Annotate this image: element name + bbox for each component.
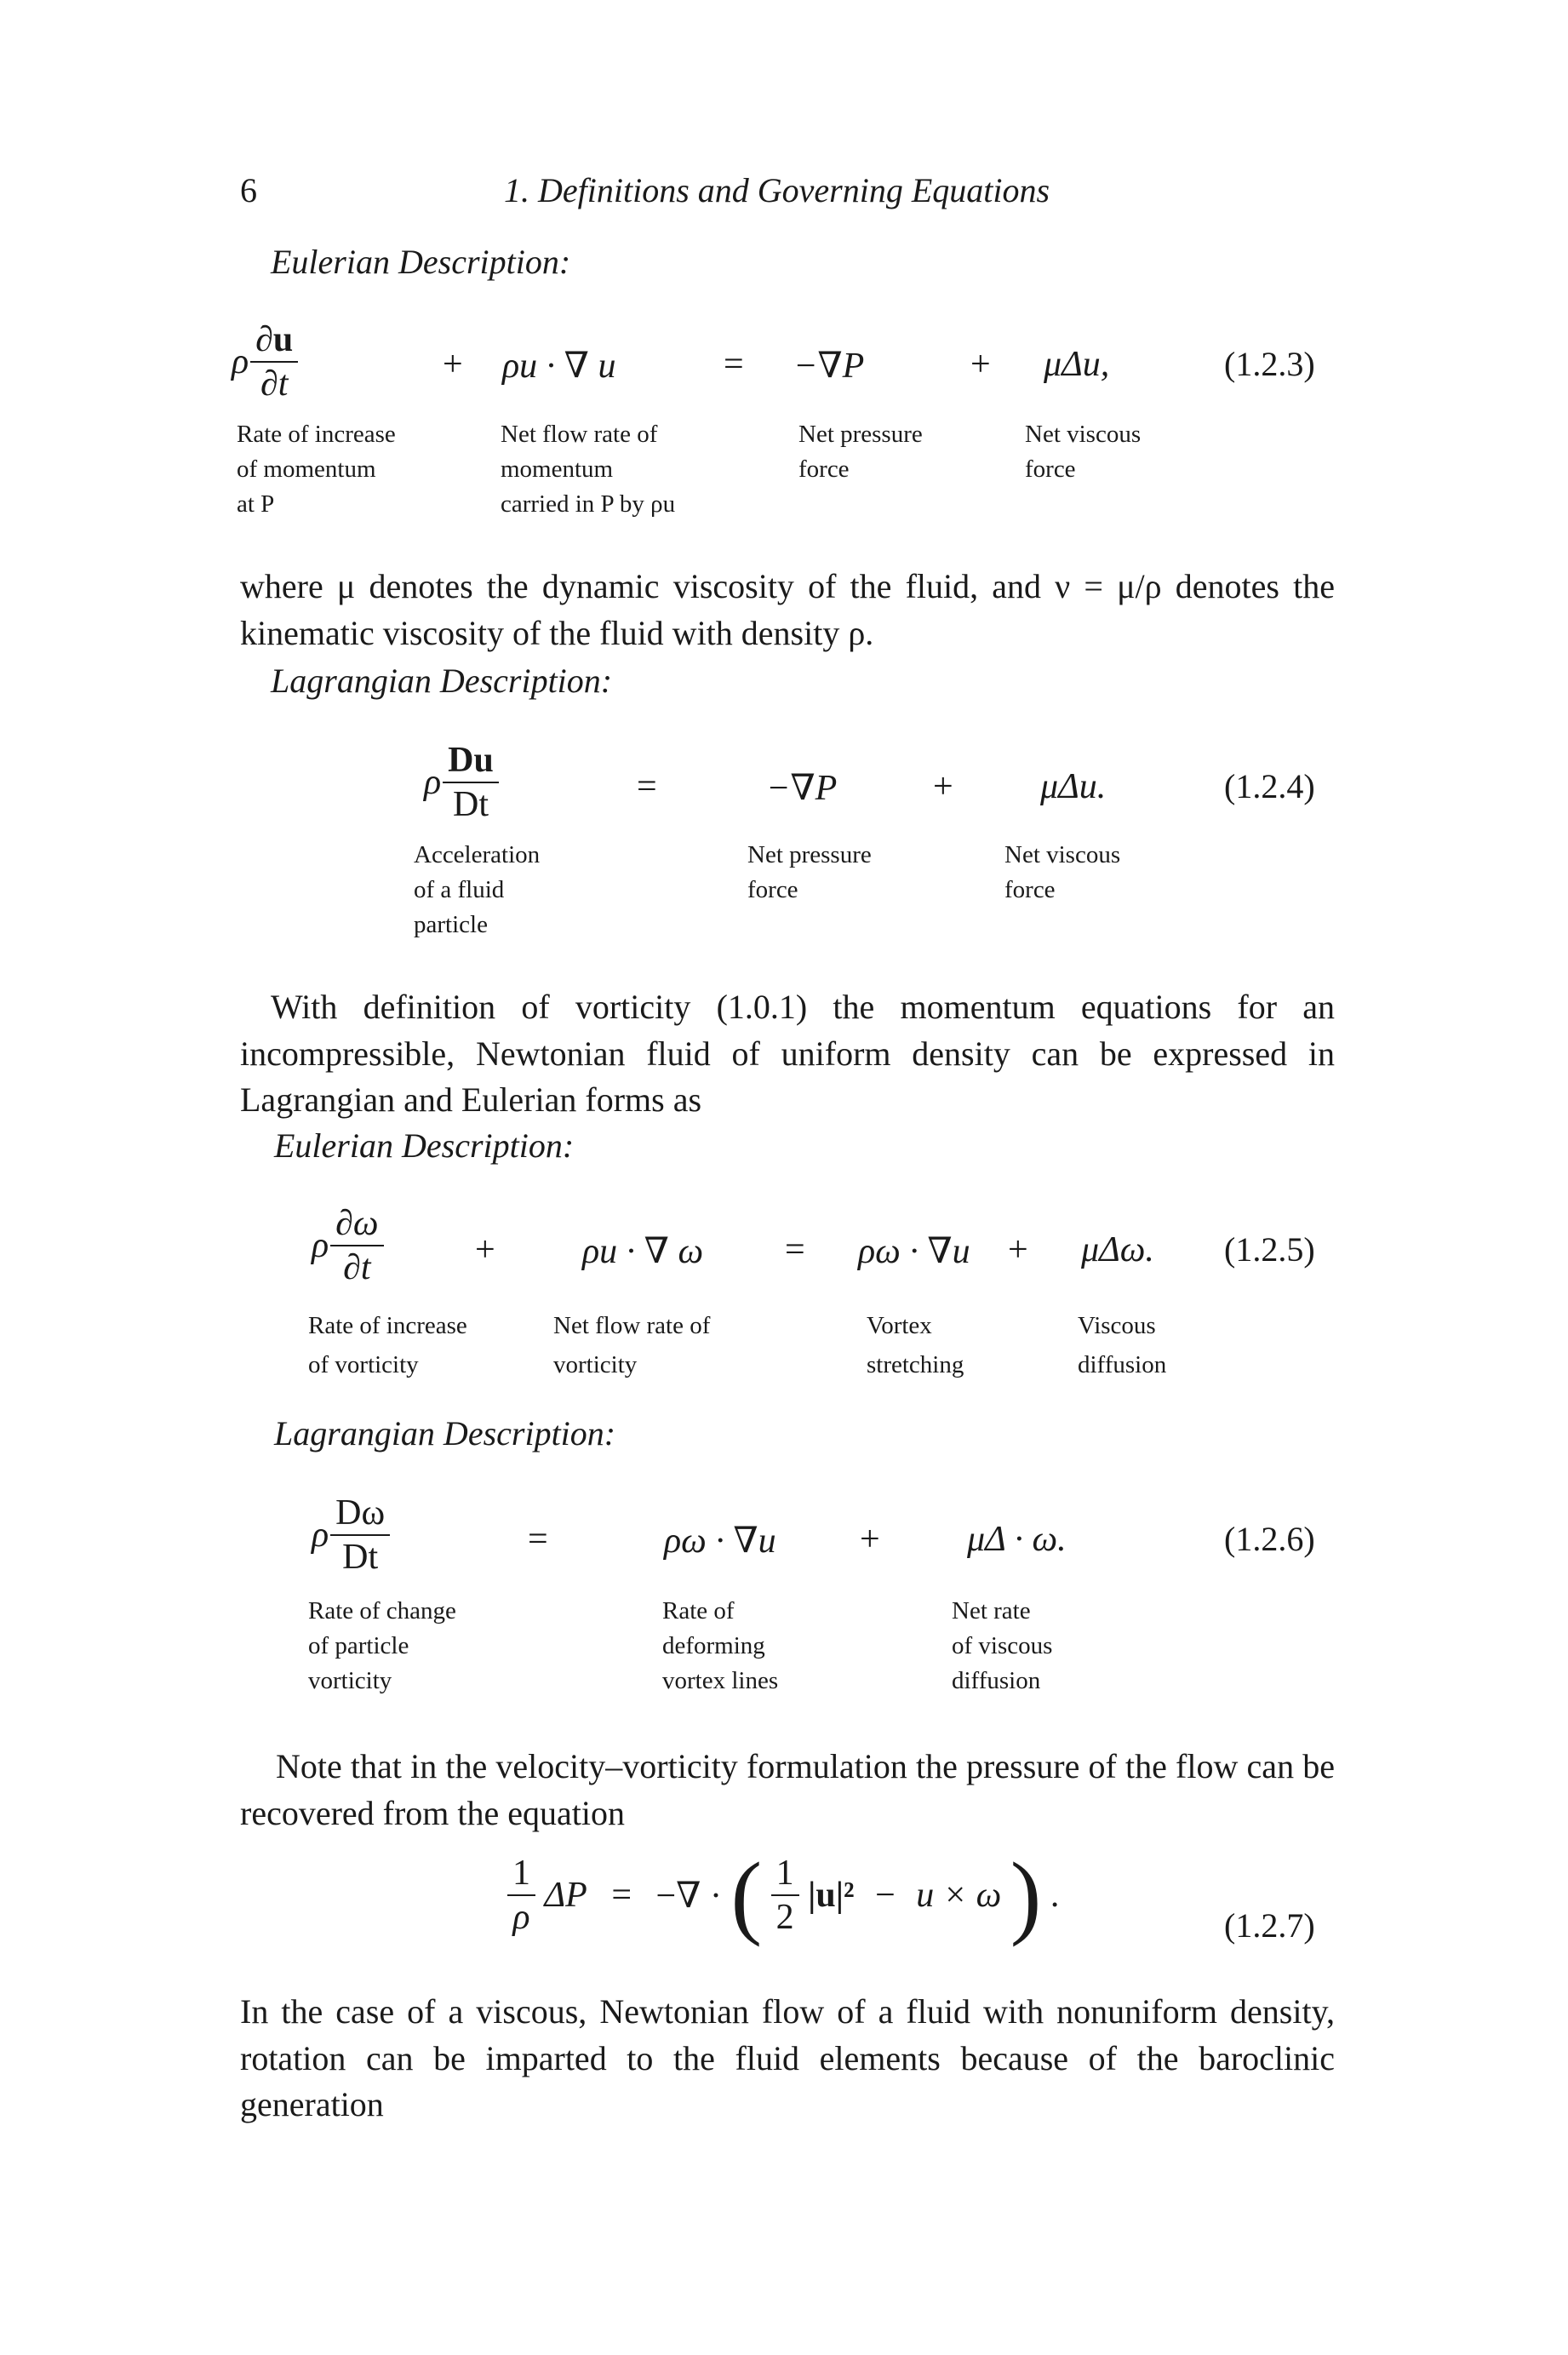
eq-1-2-3-plus1: +	[443, 345, 463, 384]
eq-1-2-5-number: (1.2.5)	[1224, 1230, 1315, 1269]
paragraph-viscosity: where μ denotes the dynamic viscosity of the fluid, and ν = μ/ρ denotes the kinematic viscosity of the fluid with density ρ.	[240, 567, 1335, 652]
eq-1-2-5-label-c: Vortex stretching	[867, 1312, 964, 1378]
eq-1-2-5-label-d: Viscous diffusion	[1078, 1312, 1167, 1378]
running-title: 1. Definitions and Governing Equations	[504, 171, 1050, 209]
eq-1-2-5-label-a: Rate of increase of vorticity	[308, 1312, 467, 1378]
eq-1-2-6-equals: =	[528, 1520, 548, 1559]
section-eulerian-2: Eulerian Description:	[274, 1126, 575, 1165]
eq-1-2-5-stretching: ρω · ∇u	[858, 1232, 970, 1271]
eq-1-2-3-lhs: ρ $\frac{\partial u}{\partial t}$	[232, 322, 298, 402]
eq-1-2-6-label-c: Net rate of viscous diffusion	[952, 1597, 1053, 1694]
eq-1-2-5-plus2: +	[1008, 1230, 1028, 1269]
eq-1-2-7-lparen: (	[730, 1843, 763, 1947]
eq-1-2-6-stretching: ρω · ∇u	[664, 1521, 776, 1561]
eq-1-2-3-plus2: +	[970, 345, 991, 384]
eq-1-2-3-lhs-num: ∂u	[250, 322, 298, 363]
eq-1-2-3-lhs-den: ∂t	[260, 364, 289, 404]
eq-1-2-6-number: (1.2.6)	[1224, 1520, 1315, 1558]
eq-1-2-3-label-d: Net viscous force	[1025, 421, 1142, 483]
eq-1-2-6-plus: +	[860, 1520, 880, 1559]
eq-1-2-7-cross: u × ω	[916, 1876, 1002, 1915]
eq-1-2-7-neg-div: −∇ ·	[655, 1877, 722, 1916]
eq-1-2-4-pressure: −∇P	[766, 769, 838, 808]
eq-1-2-7-half-den: 2	[775, 1898, 794, 1937]
eq-1-2-3-number: (1.2.3)	[1224, 345, 1315, 383]
eq-1-2-6-lhs-den: Dt	[342, 1538, 379, 1577]
eq-1-2-5-lhs: ρ $\frac{\partial\omega}{\partial t}$	[312, 1206, 384, 1286]
eq-1-2-3-equals: =	[724, 345, 744, 384]
eq-1-2-6-label-b: Rate of deforming vortex lines	[662, 1597, 779, 1694]
eq-1-2-3-pressure: −∇P	[793, 347, 865, 386]
eq-1-2-5-lhs-num: ∂ω	[330, 1206, 383, 1246]
page-number: 6	[240, 171, 257, 209]
eq-1-2-7-one: 1	[507, 1855, 535, 1896]
eq-1-2-5-label-b: Net flow rate of vorticity	[553, 1312, 711, 1378]
eq-1-2-7-number: (1.2.7)	[1224, 1906, 1315, 1945]
eq-1-2-5-lhs-den: ∂t	[343, 1248, 371, 1287]
paragraph-pressure: Note that in the velocity–vorticity formulation the pressure of the flow can be recovered from the equation	[240, 1747, 1335, 1832]
eq-1-2-7-rparen: )	[1010, 1843, 1042, 1947]
eq-1-2-7-equals: =	[611, 1876, 632, 1915]
eq-1-2-6-lhs-num: Dω	[330, 1495, 390, 1536]
eq-1-2-4-lhs: ρ $\frac{Du}{Dt}$	[424, 742, 499, 822]
eq-1-2-7-minus: −	[875, 1876, 896, 1915]
section-lagrangian-2: Lagrangian Description:	[274, 1414, 616, 1453]
eq-1-2-7-rho: ρ	[512, 1898, 530, 1937]
eq-1-2-7-body	[507, 1843, 1060, 1947]
eq-1-2-4-plus: +	[933, 767, 953, 806]
eq-1-2-3-label-b: Net flow rate of momentum carried in P by ρu	[501, 421, 676, 518]
eq-1-2-5-plus1: +	[475, 1230, 495, 1269]
eq-1-2-4-equals: =	[637, 767, 657, 806]
eq-1-2-4-lhs-num: Du	[443, 742, 499, 783]
eq-1-2-4-lhs-den: Dt	[453, 785, 489, 824]
eq-1-2-6-lhs: ρ $\frac{D\omega}{Dt}$	[312, 1495, 390, 1575]
eq-1-2-4-viscous: μΔu.	[1040, 767, 1107, 806]
paragraph-vorticity: With definition of vorticity (1.0.1) the momentum equations for an incompressible, Newtonian fluid of uniform density can be expressed in Lagrangian and Eulerian forms as	[240, 988, 1335, 1119]
section-lagrangian-1: Lagrangian Description:	[271, 662, 613, 700]
eq-1-2-7-half-num: 1	[771, 1855, 799, 1896]
eq-1-2-4-number: (1.2.4)	[1224, 767, 1315, 805]
paragraph-baroclinic: In the case of a viscous, Newtonian flow of a fluid with nonuniform density, rotation can be imparted to the fluid elements because of the baroclinic generation	[240, 1992, 1335, 2123]
eq-1-2-4-label-c: Net viscous force	[1004, 841, 1121, 903]
eq-1-2-5-equals: =	[785, 1230, 805, 1269]
eq-1-2-7-delta-p: ΔP	[544, 1876, 587, 1915]
eq-1-2-3-label-a: Rate of increase of momentum at P	[237, 421, 396, 518]
eq-1-2-7-dot: .	[1050, 1876, 1060, 1915]
eq-1-2-6-label-a: Rate of change of particle vorticity	[308, 1597, 456, 1694]
eq-1-2-4-label-a: Acceleration of a fluid particle	[414, 841, 541, 938]
eq-1-2-6-diffusion: μΔ · ω.	[967, 1520, 1067, 1559]
eq-1-2-4-label-b: Net pressure force	[747, 841, 872, 903]
eq-1-2-7-umag: |u|²	[808, 1876, 855, 1915]
eq-1-2-3-advection: ρu · ∇ u	[502, 347, 616, 386]
eq-1-2-3-label-c: Net pressure force	[798, 421, 923, 483]
section-eulerian-1: Eulerian Description:	[271, 243, 571, 281]
eq-1-2-3-viscous: μΔu,	[1044, 345, 1110, 384]
eq-1-2-5-advection: ρu · ∇ ω	[582, 1232, 704, 1271]
eq-1-2-5-diffusion: μΔω.	[1081, 1230, 1154, 1269]
